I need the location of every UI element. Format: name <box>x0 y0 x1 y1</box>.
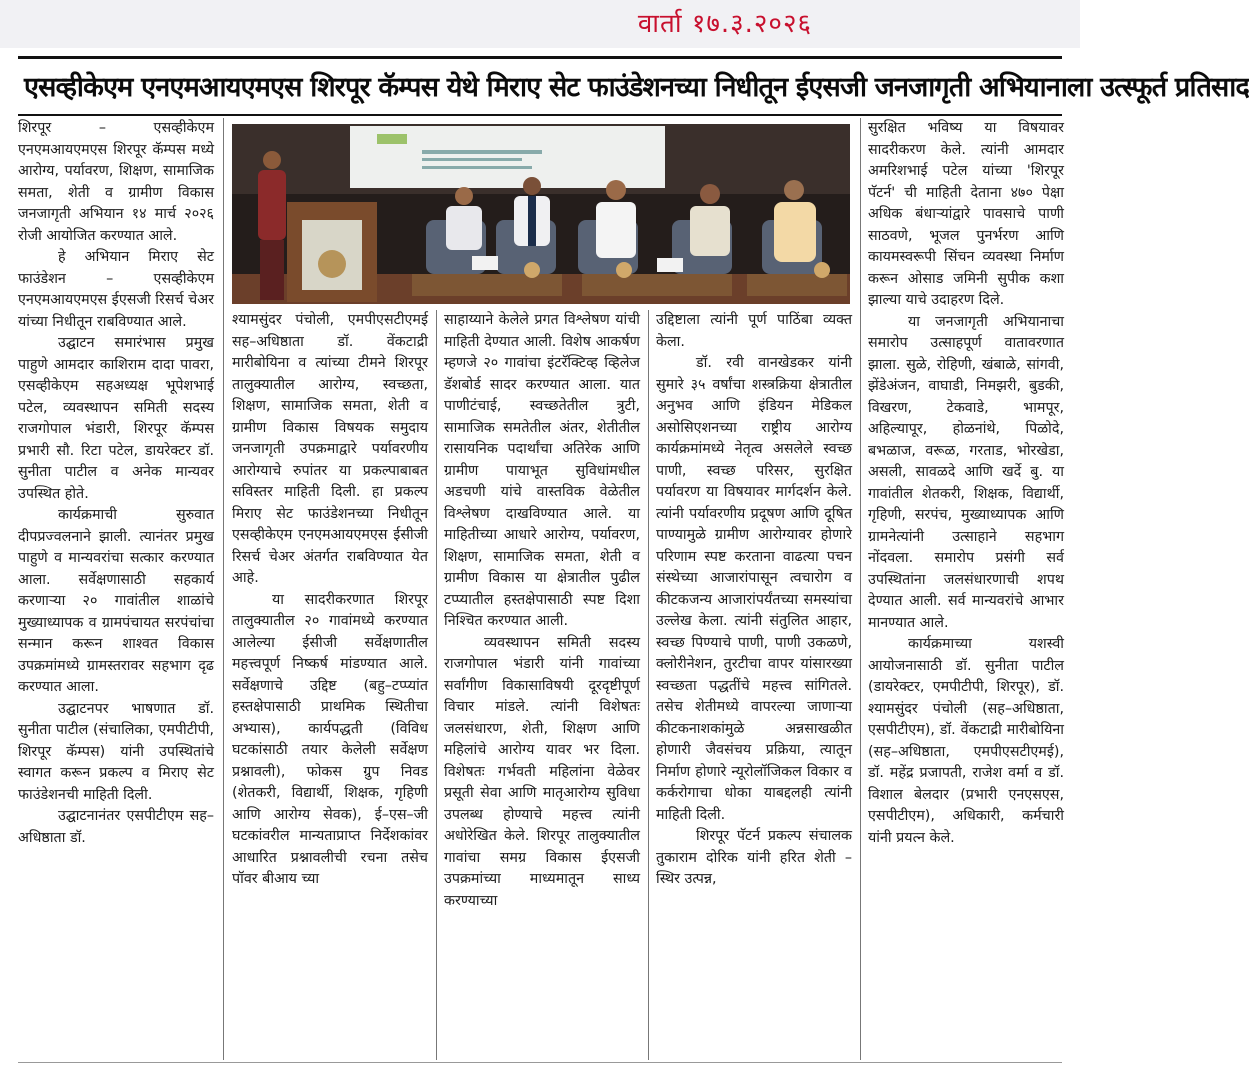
paragraph: कार्यक्रमाच्या यशस्वी आयोजनासाठी डॉ. सुनीता पाटील (डायरेक्टर, एमपीटीपी, शिरपूर), डॉ. श्यामसुंदर पंचोली (सह–अधिष्ठाता, एसपीटीएम), डॉ. वेंकटाद्री मारीबोयिना (सह–अधिष्ठाता, एमपीएसटीएमई), डॉ. महेंद्र प्रजापती, राजेश वर्मा व डॉ. विशाल बेलदार (प्रभारी एनएसएस, एसपीटीएम), अधिकारी, कर्मचारी यांनी प्रयत्न केले. <box>868 636 1064 846</box>
paragraph: उद्घाटनानंतर एसपीटीएम सह–अधिष्ठाता डॉ. <box>18 808 214 846</box>
event-photo <box>232 124 850 304</box>
paragraph: या सादरीकरणात शिरपूर तालुक्यातील २० गावांमध्ये करण्यात आलेल्या ईसीजी सर्वेक्षणातील महत्त्वपूर्ण निष्कर्ष मांडण्यात आले. सर्वेक्षणाचे उद्दिष्ट (बहु–टप्प्यांत हस्तक्षेपासाठी प्राथमिक स्थितीचा अभ्यास), कार्यपद्धती (विविध घटकांसाठी तयार केलेली सर्वेक्षण प्रश्नावली), फोकस ग्रुप निवड (शेतकरी, विद्यार्थी, शिक्षक, गृहिणी आणि आरोग्य सेवक), ई–एस–जी घटकांवरील मान्यताप्राप्त निर्देशकांवर आधारित प्रश्नावलीची रचना तसेच पॉवर बीआय च्या <box>232 591 428 887</box>
dateline: वार्ता १७.३.२०२६ <box>637 9 812 39</box>
paragraph: उद्घाटन समारंभास प्रमुख पाहुणे आमदार काशिराम दादा पावरा, एसव्हीकेएम सहअध्यक्ष भूपेशभाई पटेल, व्यवस्थापन समिती सदस्य राजगोपाल भंडारी, शिरपूर कॅम्पस प्रभारी सौ. रिटा पटेल, डायरेक्टर डॉ. सुनीता पाटील व अनेक मान्यवर उपस्थित होते. <box>18 335 214 502</box>
paragraph: शिरपूर – एसव्हीकेएम एनएमआयएमएस शिरपूर कॅम्पस मध्ये आरोग्य, पर्यावरण, शिक्षण, सामाजिक समता, शेती व ग्रामीण विकास जनजागृती अभियान १४ मार्च २०२६ रोजी आयोजित करण्यात आले. <box>18 120 214 244</box>
column-divider <box>648 310 649 1060</box>
paragraph: सुरक्षित भविष्य या विषयावर सादरीकरण केले. त्यांनी आमदार अमरिशभाई पटेल यांच्या 'शिरपूर पॅटर्न' ची माहिती देताना ४७० पेक्षा अधिक बंधाऱ्यांद्वारे पावसाचे पाणी साठवणे, भूजल पुनर्भरण आणि कायमस्वरूपी सिंचन व्यवस्था निर्माण करून ओसाड जमिनी सुपीक कशा झाल्या याचे उदाहरण दिले. <box>868 120 1064 308</box>
article-column-3 <box>444 310 640 1060</box>
headline: एसव्हीकेएम एनएमआयएमएस शिरपूर कॅम्पस येथे मिराए सेट फाउंडेशनच्या निधीतून ईएसजी जनजागृती अभियानाला उत्स्फूर्त प्रतिसाद <box>24 72 1249 103</box>
paragraph: डॉ. रवी वानखेडकर यांनी सुमारे ३५ वर्षांचा शस्त्रक्रिया क्षेत्रातील अनुभव आणि इंडियन मेडिकल असोसिएशनच्या राष्ट्रीय आरोग्य कार्यक्रमांमध्ये नेतृत्व असलेले स्वच्छ पाणी, स्वच्छ परिसर, सुरक्षित पर्यावरण या विषयावर मार्गदर्शन केले. त्यांनी पर्यावरणीय प्रदूषण आणि दूषित पाण्यामुळे ग्रामीण आरोग्यावर होणारे परिणाम स्पष्ट करताना वाढत्या पचन संस्थेच्या आजारांपासून त्वचारोग व कीटकजन्य आजारांपर्यंतच्या समस्यांचा उल्लेख केला. त्यांनी संतुलित आहार, स्वच्छ पिण्याचे पाणी, पाणी उकळणे, क्लोरीनेशन, तुरटीचा वापर यांसारख्या स्वच्छता पद्धतींचे महत्त्व सांगितले. तसेच शेतीमध्ये वापरल्या जाणाऱ्या कीटकनाशकांमुळे अन्नसाखळीत होणारी जैवसंचय प्रक्रिया, त्यातून निर्माण होणारे न्यूरोलॉजिकल विकार व कर्करोगाचा धोका याबद्दलही त्यांनी माहिती दिली. <box>656 355 852 823</box>
paragraph: साहाय्याने केलेले प्रगत विश्लेषण यांची माहिती देण्यात आली. विशेष आकर्षण म्हणजे २० गावांचा इंटरॅक्टिव्ह व्हिलेज डॅशबोर्ड सादर करण्यात आला. यात पाणीटंचाई, स्वच्छतेतील त्रुटी, सामाजिक समतेतील अंतर, शेतीतील रासायनिक पदार्थांचा अतिरेक आणि ग्रामीण पायाभूत सुविधांमधील अडचणी यांचे वास्तविक वेळेतील विश्लेषण दाखविण्यात आले. या माहितीच्या आधारे आरोग्य, पर्यावरण, शिक्षण, सामाजिक समता, शेती व ग्रामीण विकास या क्षेत्रातील पुढील टप्प्यातील हस्तक्षेपासाठी स्पष्ट दिशा निश्चित करण्यात आली. <box>444 312 640 629</box>
paragraph: शिरपूर पॅटर्न प्रकल्प संचालक तुकाराम दोरिक यांनी हरित शेती – स्थिर उत्पन्न, <box>656 828 852 887</box>
article-column-1 <box>18 118 214 1060</box>
column-divider <box>223 118 224 1060</box>
paragraph: श्यामसुंदर पंचोली, एमपीएसटीएमई सह–अधिष्ठाता डॉ. वेंकटाद्री मारीबोयिना व त्यांच्या टीमने शिरपूर तालुक्यातील आरोग्य, स्वच्छता, शिक्षण, सामाजिक समता, शेती व ग्रामीण विकास विषयक समुदाय जनजागृती उपक्रमाद्वारे पर्यावरणीय आरोग्याचे रुपांतर या प्रकल्पाबाबत सविस्तर माहिती दिली. हा प्रकल्प मिराए सेट फाउंडेशनच्या निधीतून एसव्हीकेएम एनएमआयएमएस ईसीजी रिसर्च चेअर अंतर्गत राबविण्यात येत आहे. <box>232 312 428 586</box>
event-photo-illustration <box>232 124 850 304</box>
paragraph: हे अभियान मिराए सेट फाउंडेशन – एसव्हीकेएम एनएमआयएमएस ईएसजी रिसर्च चेअर यांच्या निधीतून राबविण्यात आले. <box>18 249 214 330</box>
bottom-rule <box>18 1062 1062 1063</box>
paragraph: या जनजागृती अभियानाचा समारोप उत्साहपूर्ण वातावरणात झाला. सुळे, रोहिणी, खंबाळे, सांगवी, झेंडेअंजन, वाघाडी, निमझरी, बुडकी, विखरण, टेकवाडे, भामपूर, अहिल्यापूर, होळनांथे, पिळोदे, बभळाज, वरूळ, गरताड, भोरखेडा, असली, सावळदे आणि खर्दे बु. या गावांतील शेतकरी, शिक्षक, विद्यार्थी, गृहिणी, सरपंच, मुख्याध्यापक आणि ग्रामनेत्यांनी उत्साहाने सहभाग नोंदवला. समारोप प्रसंगी सर्व उपस्थितांना जलसंधारणाची शपथ देण्यात आली. सर्व मान्यवरांचे आभार मानण्यात आले. <box>868 313 1064 631</box>
paragraph: व्यवस्थापन समिती सदस्य राजगोपाल भंडारी यांनी गावांच्या सर्वांगीण विकासाविषयी दूरदृष्टीपूर्ण विचार मांडले. त्यांनी विशेषतः जलसंधारण, शेती, शिक्षण आणि महिलांचे आरोग्य यावर भर दिला. विशेषतः गर्भवती महिलांना वेळेवर प्रसूती सेवा आणि मातृआरोग्य सुविधा उपलब्ध होण्याचे महत्त्व त्यांनी अधोरेखित केले. शिरपूर तालुक्यातील गावांचा समग्र विकास ईएसजी उपक्रमांच्या माध्यमातून साध्य करण्याच्या <box>444 634 640 909</box>
column-divider <box>860 118 861 1060</box>
top-rule <box>18 56 1062 59</box>
headline-rule <box>18 114 1062 116</box>
paragraph: उद्दिष्टाला त्यांनी पूर्ण पाठिंबा व्यक्त केला. <box>656 312 852 350</box>
paragraph: कार्यक्रमाची सुरुवात दीपप्रज्वलनाने झाली. त्यानंतर प्रमुख पाहुणे व मान्यवरांचा सत्कार करण्यात आला. सर्वेक्षणासाठी सहकार्य करणाऱ्या २० गावांतील शाळांचे मुख्याध्यापक व ग्रामपंचायत सरपंचांचा सन्मान करून शाश्वत विकास उपक्रमांमध्ये ग्रामस्तरावर सहभाग दृढ करण्यात आला. <box>18 507 214 695</box>
article-column-2 <box>232 310 428 1060</box>
top-band <box>0 0 1080 48</box>
paragraph: उद्घाटनपर भाषणात डॉ. सुनीता पाटील (संचालिका, एमपीटीपी, शिरपूर कॅम्पस) यांनी उपस्थितांचे स्वागत करून प्रकल्प व मिराए सेट फाउंडेशनची माहिती दिली. <box>18 700 214 803</box>
article-column-4 <box>656 310 852 1060</box>
column-divider <box>436 310 437 1060</box>
article-column-5 <box>868 118 1064 1060</box>
